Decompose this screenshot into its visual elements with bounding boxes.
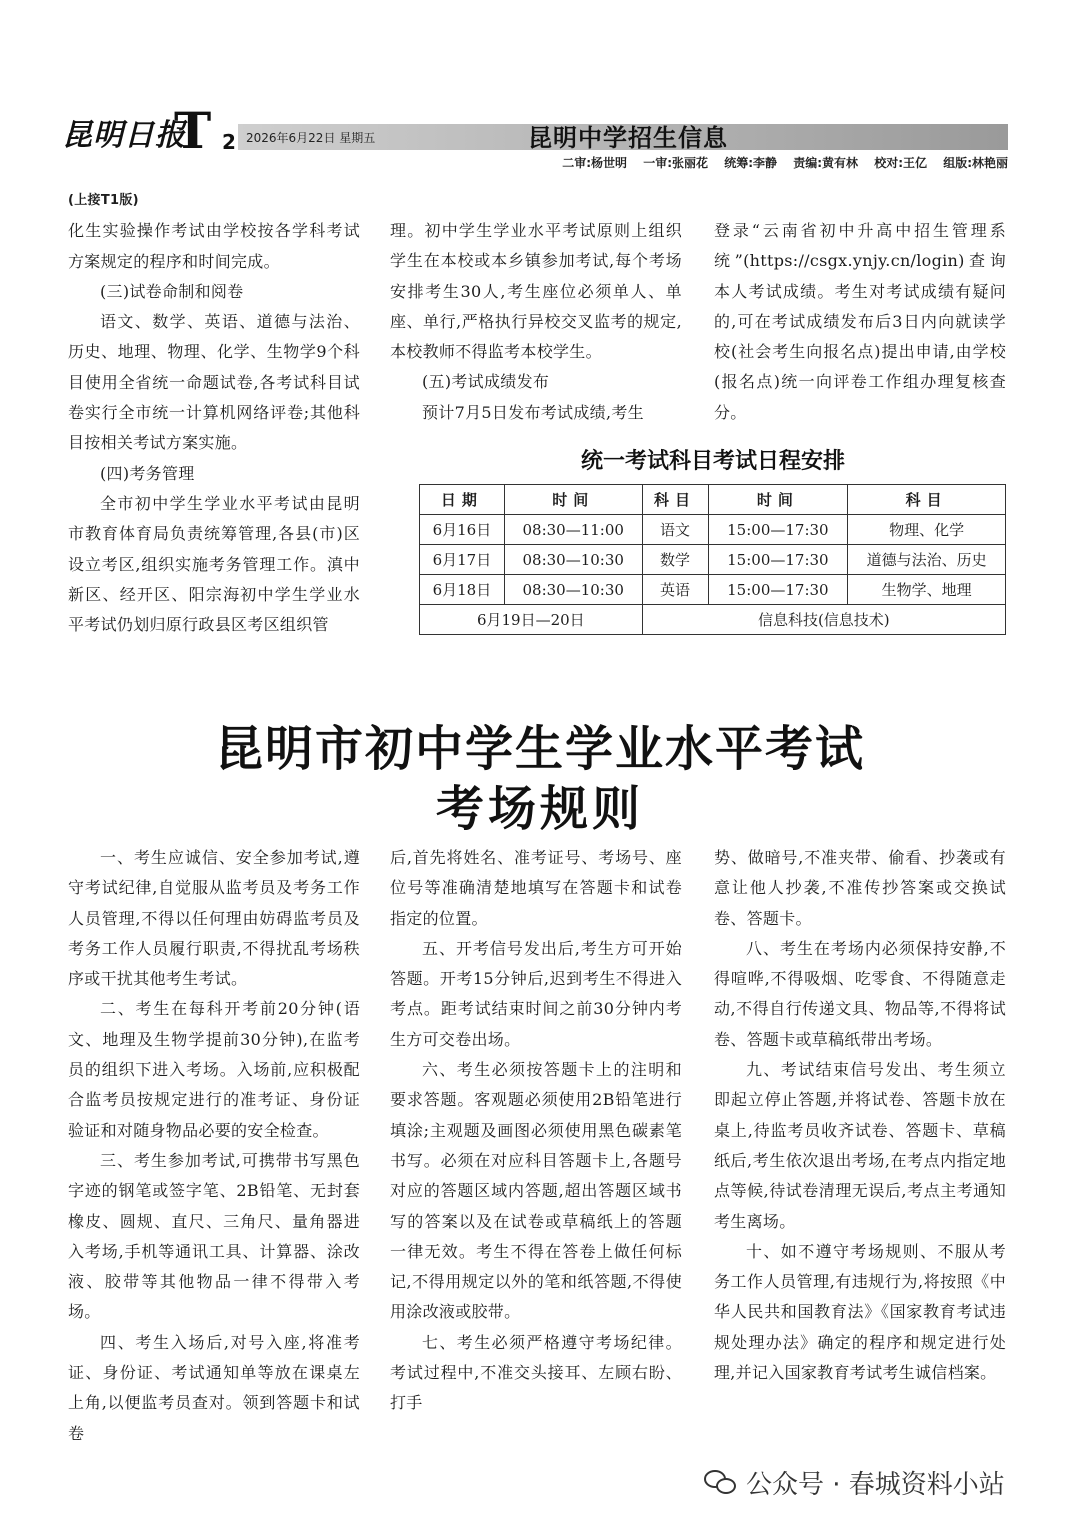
credit-item: 校对:王亿 — [874, 156, 927, 170]
rule-paragraph: 九、考试结束信号发出、考生须立即起立停止答题,并将试卷、答题卡放在桌上,待监考员收齐试卷、答题卡、草稿纸后,考生依次退出考场,在考点内指定地点等候,待试卷清理无误后,考点主考通知考生离场。 — [714, 1060, 1006, 1231]
table-cell: 15:00—17:30 — [708, 575, 848, 605]
paragraph: 理。初中学生学业水平考试原则上组织学生在本校或本乡镇参加考试,每个考场安排考生30人,考生座位必须单人、单座、单行,严格执行异校交叉监考的规定,本校教师不得监考本校学生。 — [390, 221, 682, 362]
section-title: 昆明中学招生信息 — [528, 124, 728, 152]
article-column-3 — [714, 216, 1006, 428]
table-cell: 6月18日 — [420, 575, 505, 605]
rule-paragraph: 二、考生在每科开考前20分钟(语文、地理及生物学提前30分钟),在监考员的组织下进入考场。入场前,应积极配合监考员按规定进行的准考证、身份证验证和对随身物品必要的安全检查。 — [68, 999, 360, 1140]
watermark — [704, 1464, 1005, 1501]
watermark-text: 公众号 · 春城资料小站 — [746, 1470, 1005, 1500]
credit-item: 一审:张丽花 — [643, 156, 708, 170]
table-cell: 英语 — [642, 575, 708, 605]
table-cell: 6月16日 — [420, 515, 505, 545]
column-header: 日期 — [420, 485, 505, 515]
subheading: (三)试卷命制和阅卷 — [100, 281, 244, 301]
paragraph: 语文、数学、英语、道德与法治、历史、地理、物理、化学、生物学9个科目使用全省统一命题试卷,各考试科目试卷实行全市统一计算机网络评卷;其他科目按相关考试方案实施。 — [68, 312, 360, 453]
edition-number: 2 — [222, 130, 236, 154]
rule-paragraph: 七、考生必须严格遵守考场纪律。考试过程中,不准交头接耳、左顾右盼、打手 — [390, 1332, 682, 1413]
column-header: 科目 — [848, 485, 1006, 515]
masthead — [62, 101, 1008, 172]
rule-paragraph: 六、考生必须按答题卡上的注明和要求答题。客观题必须使用2B铅笔进行填涂;主观题及画图必须使用黑色碳素笔书写。必须在对应科目答题卡上,各题号对应的答题区域内答题,超出答题区域书写的答案以及在试卷或草稿纸上的答题一律无效。考生不得在答卷上做任何标记,不得用规定以外的笔和纸答题,不得使用涂改液或胶带。 — [390, 1060, 682, 1322]
table-row — [420, 605, 1006, 635]
table-cell: 6月17日 — [420, 545, 505, 575]
table-header-row — [420, 485, 1006, 515]
table-cell: 15:00—17:30 — [708, 545, 848, 575]
issue-date: 2026年6月22日 星期五 — [246, 131, 376, 145]
paragraph: 登录“云南省初中升高中招生管理系统”(https://csgx.ynjy.cn/login)查询本人考试成绩。考生对考试成绩有疑问的,可在考试成绩发布后3日内向就读学校(社会考生向报名点)提出申请,由学校(报名点)统一向评卷工作组办理复核查分。 — [714, 221, 1006, 422]
subheading: (五)考试成绩发布 — [422, 372, 550, 392]
table-row — [420, 575, 1006, 605]
table-cell: 08:30—10:30 — [504, 575, 642, 605]
article-column-1 — [68, 186, 360, 640]
rule-paragraph: 一、考生应诚信、安全参加考试,遵守考试纪律,自觉服从监考员及考务工作人员管理,不得以任何理由妨碍监考员及考务工作人员履行职责,不得扰乱考场秩序或干扰其他考生考试。 — [68, 848, 360, 989]
credit-item: 组版:林艳丽 — [943, 156, 1008, 170]
column-header: 时间 — [708, 485, 848, 515]
rule-paragraph: 四、考生入场后,对号入座,将准考证、身份证、考试通知单等放在课桌左上角,以便监考员查对。领到答题卡和试卷 — [68, 1332, 360, 1443]
credit-item: 二审:杨世明 — [562, 156, 627, 170]
rule-paragraph: 后,首先将姓名、准考证号、考场号、座位号等准确清楚地填写在答题卡和试卷指定的位置。 — [390, 848, 682, 928]
paragraph: 化生实验操作考试由学校按各学科考试方案规定的程序和时间完成。 — [68, 221, 360, 271]
table-cell: 08:30—10:30 — [504, 545, 642, 575]
edition-letter: T — [174, 101, 212, 160]
continued-note: (上接T1版) — [68, 193, 139, 208]
main-headline-line2: 考场规则 — [435, 781, 644, 837]
main-headline: 昆明市初中学生学业水平考试 — [214, 721, 865, 777]
newspaper-logo: 昆明日报 — [62, 118, 186, 153]
wechat-icon — [704, 1470, 736, 1496]
paragraph: 预计7月5日发布考试成绩,考生 — [422, 402, 644, 422]
credit-item: 责编:黄有林 — [793, 156, 858, 170]
credit-item: 统筹:李静 — [724, 156, 777, 170]
table-cell: 数学 — [642, 545, 708, 575]
column-header: 科目 — [642, 485, 708, 515]
column-header: 时间 — [504, 485, 642, 515]
subheading: (四)考务管理 — [100, 463, 195, 483]
editor-credits — [550, 154, 1008, 171]
table-cell: 物理、化学 — [848, 515, 1006, 545]
table-row — [420, 515, 1006, 545]
table-cell: 生物学、地理 — [848, 575, 1006, 605]
table-cell: 08:30—11:00 — [504, 515, 642, 545]
rules-column-2 — [390, 843, 682, 1419]
rule-paragraph: 势、做暗号,不准夹带、偷看、抄袭或有意让他人抄袭,不准传抄答案或交换试卷、答题卡。 — [714, 848, 1006, 928]
section-banner — [238, 124, 1008, 150]
article-column-2 — [390, 216, 682, 428]
schedule-table — [419, 484, 1006, 635]
rules-column-1 — [68, 843, 360, 1449]
paragraph: 全市初中学生学业水平考试由昆明市教育体育局负责统筹管理,各县(市)区设立考区,组织实施考务管理工作。滇中新区、经开区、阳宗海初中学生学业水平考试仍划归原行政县区考区组织管 — [68, 493, 360, 635]
rule-paragraph: 三、考生参加考试,可携带书写黑色字迹的钢笔或签字笔、2B铅笔、无封套橡皮、圆规、直尺、三角尺、量角器进入考场,手机等通讯工具、计算器、涂改液、胶带等其他物品一律不得带入考场。 — [68, 1150, 360, 1322]
table-row — [420, 545, 1006, 575]
table-cell: 道德与法治、历史 — [848, 545, 1006, 575]
rule-paragraph: 八、考生在考场内必须保持安静,不得喧哗,不得吸烟、吃零食、不得随意走动,不得自行传递文具、物品等,不得将试卷、答题卡或草稿纸带出考场。 — [714, 938, 1006, 1049]
table-cell: 15:00—17:30 — [708, 515, 848, 545]
schedule-title: 统一考试科目考试日程安排 — [580, 449, 845, 474]
table-cell: 6月19日—20日 — [420, 605, 643, 635]
rule-paragraph: 五、开考信号发出后,考生方可开始答题。开考15分钟后,迟到考生不得进入考点。距考试结束时间之前30分钟内考生方可交卷出场。 — [390, 938, 682, 1049]
table-cell: 信息科技(信息技术) — [642, 605, 1005, 635]
rules-column-3 — [714, 843, 1006, 1388]
rule-paragraph: 十、如不遵守考场规则、不服从考务工作人员管理,有违规行为,将按照《中华人民共和国教育法》《国家教育考试违规处理办法》确定的程序和规定进行处理,并记入国家教育考试考生诚信档案。 — [714, 1241, 1006, 1383]
table-cell: 语文 — [642, 515, 708, 545]
